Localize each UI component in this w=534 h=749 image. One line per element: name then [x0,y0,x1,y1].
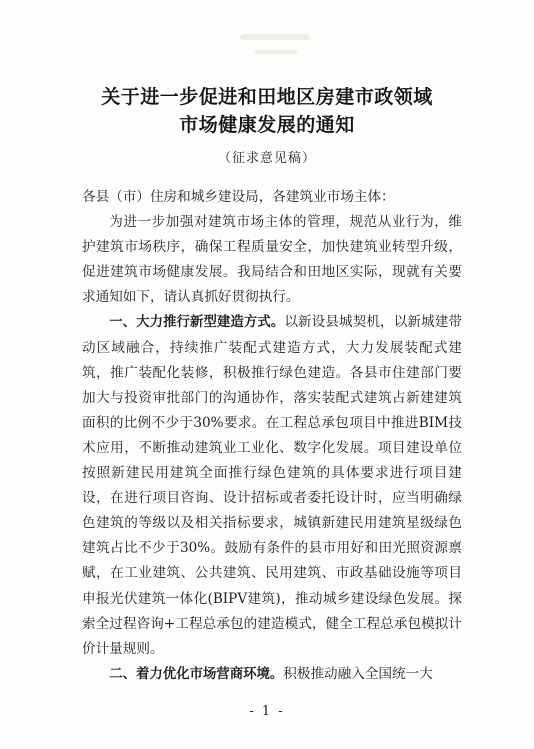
document-title [0,83,534,139]
intro-paragraph: 为进一步加强对建筑市场主体的管理，规范从业行为，维护建筑市场秩序，确保工程质量安全，加快建筑业转型升级，促进建筑市场健康发展。我局结合和田地区实际，现就有关要求通知如下，请认真抓好贯彻执行。 [82,214,462,306]
section-1-text: 以新设县城契机，以新城建带动区域融合，持续推广装配式建造方式，大力发展装配式建筑，推广装配化装修，积极推行绿色建造。各县市住建部门要加大与投资审批部门的沟通协作，落实装配式建筑占新建建筑面积的比例不少于30%要求。在工程总承包项目中推进BIM技术应用，不断推动建筑业工业化、数字化发展。项目建设单位按照新建民用建筑全面推行绿色建筑的具体要求进行项目建设，在进行项目咨询、设计招标或者委托设计时，应当明确绿色建筑的等级以及相关指标要求，城镇新建民用建筑星级绿色建筑占比不少于30%。鼓励有条件的县市用好和田光照资源禀赋，在工业建筑、公共建筑、民用建筑、市政基础设施等项目申报光伏建筑一体化(BIPV建筑)，推动城乡建设绿色发展。探索全过程咨询+工程总承包的建造模式，健全工程总承包模拟计价计量规则。 [82,314,463,657]
document-body [82,185,462,687]
title-line-1: 关于进一步促进和田地区房建市政领域 [101,86,433,108]
section-2-text: 积极推动融入全国统一大 [283,665,433,682]
section-1-paragraph [82,310,462,661]
salutation: 各县（市）住房和城乡建设局，各建筑业市场主体： [82,189,395,205]
draft-subtitle: （征求意见稿） [217,151,316,166]
section-1-heading: 一、大力推行新型建造方式。 [109,315,285,331]
page-number: - 1 - [249,704,285,719]
section-2-heading: 二、着力优化市场营商环境。 [109,666,284,682]
section-2-paragraph [82,662,462,687]
faded-letterhead-mark [200,30,350,64]
title-line-2: 市场健康发展的通知 [179,114,355,136]
